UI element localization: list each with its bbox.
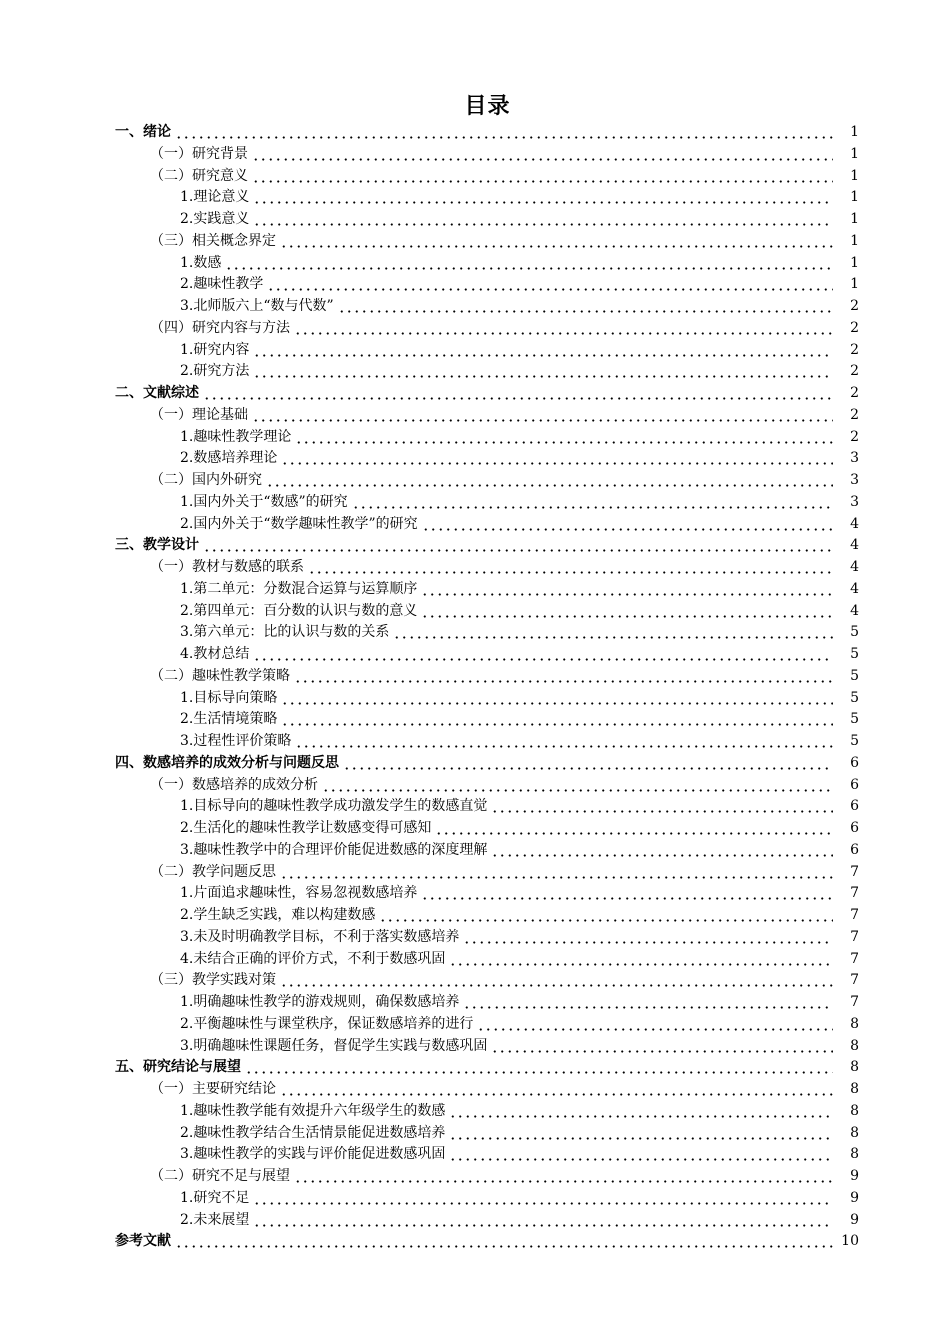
toc-entry-label: 3.北师版六上“数与代数”: [180, 298, 334, 314]
toc-dot-leader: [449, 1101, 833, 1123]
toc-dot-leader: [322, 775, 833, 797]
toc-subsection-entry[interactable]: [0, 253, 950, 275]
toc-dot-leader: [491, 840, 833, 862]
toc-page-number: 7: [850, 972, 859, 989]
toc-dot-leader: [352, 492, 833, 514]
toc-subsection-entry[interactable]: [0, 1014, 950, 1036]
toc-dot-leader: [421, 579, 833, 601]
toc-page-number: 8: [850, 1102, 859, 1119]
toc-dot-leader: [463, 992, 833, 1014]
toc-dot-leader: [281, 709, 833, 731]
toc-page-number: 4: [850, 515, 859, 532]
toc-subsection-entry[interactable]: [0, 1144, 950, 1166]
toc-entry-label: 3.趣味性教学的实践与评价能促进数感巩固: [180, 1146, 446, 1163]
toc-section-entry[interactable]: [0, 166, 950, 188]
toc-entry-label: （二）教学问题反思: [150, 863, 276, 880]
toc-page-number: 1: [850, 167, 859, 184]
toc-subsection-entry[interactable]: [0, 949, 950, 971]
toc-entry-label: 1.研究内容: [180, 341, 250, 358]
toc-chapter-entry[interactable]: [0, 122, 950, 144]
toc-page-number: 2: [850, 385, 859, 401]
toc-entry-label: 2.学生缺乏实践，难以构建数感: [180, 907, 376, 923]
toc-section-entry[interactable]: [0, 666, 950, 688]
toc-dot-leader: [253, 1188, 833, 1210]
toc-entry-label: 1.国内外关于“数感”的研究: [180, 493, 348, 510]
toc-dot-leader: [308, 557, 833, 579]
toc-dot-leader: [252, 405, 833, 427]
toc-entry-label: 3.第六单元：比的认识与数的关系: [180, 624, 390, 641]
toc-subsection-entry[interactable]: [0, 927, 950, 949]
toc-entry-label: 1.明确趣味性教学的游戏规则，确保数感培养: [180, 994, 460, 1010]
toc-section-entry[interactable]: [0, 557, 950, 579]
toc-page-number: 7: [850, 885, 859, 902]
toc-page-number: 2: [850, 406, 859, 423]
toc-page-number: 8: [850, 1081, 859, 1097]
toc-entry-label: 1.理论意义: [180, 189, 250, 206]
toc-entry-label: （一）研究背景: [150, 145, 248, 162]
toc-dot-leader: [281, 688, 833, 710]
toc-entry-label: 2.实践意义: [180, 211, 250, 227]
toc-page-number: 4: [850, 602, 859, 619]
toc-dot-leader: [421, 601, 833, 623]
toc-section-entry[interactable]: [0, 1166, 950, 1188]
toc-dot-leader: [225, 253, 833, 275]
toc-dot-leader: [175, 1231, 833, 1253]
toc-section-entry[interactable]: [0, 144, 950, 166]
toc-entry-label: 2.第四单元：百分数的认识与数的意义: [180, 602, 418, 619]
toc-dot-leader: [449, 1123, 833, 1145]
toc-page-number: 5: [850, 646, 859, 662]
toc-entry-label: （三）相关概念界定: [150, 232, 276, 249]
toc-entry-label: 1.趣味性教学理论: [180, 428, 292, 445]
toc-entry-label: 2.趣味性教学: [180, 276, 264, 293]
toc-subsection-entry[interactable]: [0, 448, 950, 470]
toc-entry-label: （二）研究不足与展望: [150, 1168, 290, 1184]
toc-page-number: 1: [850, 189, 859, 206]
toc-page-number: 7: [850, 994, 859, 1010]
toc-entry-label: 四、数感培养的成效分析与问题反思: [115, 754, 339, 771]
toc-dot-leader: [294, 666, 833, 688]
toc-page-number: 5: [850, 689, 859, 706]
toc-page-number: 1: [850, 145, 859, 162]
toc-subsection-entry[interactable]: [0, 796, 950, 818]
toc-entry-label: 1.数感: [180, 254, 222, 271]
toc-dot-leader: [421, 883, 833, 905]
toc-dot-leader: [253, 340, 833, 362]
toc-entry-label: 3.过程性评价策略: [180, 733, 292, 749]
toc-dot-leader: [449, 1144, 833, 1166]
toc-page-number: 8: [850, 1037, 859, 1054]
toc-list: [0, 122, 950, 1253]
toc-dot-leader: [281, 448, 833, 470]
toc-page-number: 6: [850, 820, 859, 836]
toc-entry-label: （四）研究内容与方法: [150, 319, 290, 336]
toc-page-number: 2: [850, 341, 859, 358]
toc-dot-leader: [295, 731, 833, 753]
toc-page-number: 5: [850, 624, 859, 641]
toc-section-entry[interactable]: [0, 231, 950, 253]
toc-subsection-entry[interactable]: [0, 296, 950, 318]
toc-dot-leader: [252, 166, 833, 188]
toc-dot-leader: [435, 818, 833, 840]
toc-subsection-entry[interactable]: [0, 709, 950, 731]
toc-page-number: 6: [850, 841, 859, 858]
toc-page-number: 10: [841, 1233, 859, 1250]
toc-chapter-entry[interactable]: [0, 753, 950, 775]
toc-page-number: 6: [850, 776, 859, 793]
toc-subsection-entry[interactable]: [0, 601, 950, 623]
toc-dot-leader: [253, 209, 833, 231]
toc-dot-leader: [491, 1036, 833, 1058]
toc-section-entry[interactable]: [0, 405, 950, 427]
toc-dot-leader: [245, 1057, 833, 1079]
toc-dot-leader: [267, 274, 833, 296]
toc-page-number: 4: [850, 537, 859, 554]
toc-chapter-entry[interactable]: [0, 383, 950, 405]
toc-page-number: 2: [850, 298, 859, 314]
toc-dot-leader: [295, 427, 833, 449]
toc-entry-label: （二）国内外研究: [150, 472, 262, 488]
toc-entry-label: 2.数感培养理论: [180, 450, 278, 467]
toc-entry-label: （一）教材与数感的联系: [150, 559, 304, 575]
toc-chapter-entry[interactable]: [0, 1057, 950, 1079]
toc-subsection-entry[interactable]: [0, 1036, 950, 1058]
toc-chapter-entry[interactable]: [0, 1231, 950, 1253]
toc-dot-leader: [477, 1014, 833, 1036]
toc-section-entry[interactable]: [0, 318, 950, 340]
toc-entry-label: 一、绪论: [115, 124, 171, 140]
toc-subsection-entry[interactable]: [0, 883, 950, 905]
toc-subsection-entry[interactable]: [0, 514, 950, 536]
toc-dot-leader: [280, 862, 833, 884]
toc-subsection-entry[interactable]: [0, 644, 950, 666]
toc-subsection-entry[interactable]: [0, 492, 950, 514]
toc-dot-leader: [294, 318, 833, 340]
toc-dot-leader: [294, 1166, 833, 1188]
toc-dot-leader: [449, 949, 833, 971]
toc-subsection-entry[interactable]: [0, 274, 950, 296]
toc-page-number: 1: [850, 254, 859, 271]
toc-dot-leader: [280, 970, 833, 992]
toc-entry-label: （二）研究意义: [150, 167, 248, 184]
toc-dot-leader: [253, 187, 833, 209]
toc-page-number: 8: [850, 1124, 859, 1141]
toc-page-number: 1: [850, 232, 859, 249]
toc-subsection-entry[interactable]: [0, 622, 950, 644]
toc-subsection-entry[interactable]: [0, 579, 950, 601]
toc-entry-label: 1.第二单元：分数混合运算与运算顺序: [180, 580, 418, 597]
toc-subsection-entry[interactable]: [0, 840, 950, 862]
toc-page-number: 5: [850, 667, 859, 684]
toc-entry-label: 2.生活情境策略: [180, 711, 278, 728]
toc-dot-leader: [175, 122, 833, 144]
toc-dot-leader: [491, 796, 833, 818]
toc-dot-leader: [280, 1079, 833, 1101]
toc-entry-label: （二）趣味性教学策略: [150, 667, 290, 684]
toc-dot-leader: [203, 383, 833, 405]
toc-page-number: 9: [850, 1211, 859, 1228]
toc-subsection-entry[interactable]: [0, 1101, 950, 1123]
toc-section-entry[interactable]: [0, 862, 950, 884]
toc-page-number: 6: [850, 798, 859, 815]
toc-page-number: 9: [850, 1168, 859, 1184]
toc-subsection-entry[interactable]: [0, 1188, 950, 1210]
toc-subsection-entry[interactable]: [0, 731, 950, 753]
toc-page-number: 3: [850, 493, 859, 510]
toc-dot-leader: [266, 470, 833, 492]
toc-entry-label: 3.未及时明确教学目标，不利于落实数感培养: [180, 928, 460, 945]
toc-section-entry[interactable]: [0, 970, 950, 992]
toc-subsection-entry[interactable]: [0, 818, 950, 840]
toc-subsection-entry[interactable]: [0, 1123, 950, 1145]
toc-dot-leader: [253, 1210, 833, 1232]
toc-page-number: 2: [850, 363, 859, 380]
toc-entry-label: 3.趣味性教学中的合理评价能促进数感的深度理解: [180, 841, 488, 858]
toc-page-number: 9: [850, 1189, 859, 1206]
toc-entry-label: 1.趣味性教学能有效提升六年级学生的数感: [180, 1102, 446, 1119]
toc-subsection-entry[interactable]: [0, 905, 950, 927]
toc-dot-leader: [393, 622, 833, 644]
toc-page-number: 4: [850, 559, 859, 575]
toc-title: 目录: [464, 94, 511, 119]
toc-page-number: 2: [850, 319, 859, 336]
toc-page-number: 4: [850, 580, 859, 597]
toc-page-number: 7: [850, 863, 859, 880]
toc-section-entry[interactable]: [0, 1079, 950, 1101]
toc-subsection-entry[interactable]: [0, 209, 950, 231]
toc-page-number: 7: [850, 928, 859, 945]
toc-entry-label: 五、研究结论与展望: [115, 1059, 241, 1076]
toc-dot-leader: [338, 296, 833, 318]
toc-entry-label: 2.趣味性教学结合生活情景能促进数感培养: [180, 1124, 446, 1141]
toc-subsection-entry[interactable]: [0, 361, 950, 383]
toc-chapter-entry[interactable]: [0, 535, 950, 557]
toc-page-number: 7: [850, 950, 859, 967]
toc-dot-leader: [280, 231, 833, 253]
toc-subsection-entry[interactable]: [0, 688, 950, 710]
toc-entry-label: 1.目标导向的趣味性教学成功激发学生的数感直觉: [180, 798, 488, 815]
toc-page-number: 5: [850, 711, 859, 728]
toc-entry-label: 2.国内外关于“数学趣味性教学”的研究: [180, 515, 418, 532]
toc-entry-label: 1.目标导向策略: [180, 689, 278, 706]
toc-entry-label: 1.研究不足: [180, 1189, 250, 1206]
toc-subsection-entry[interactable]: [0, 427, 950, 449]
toc-entry-label: 1.片面追求趣味性，容易忽视数感培养: [180, 885, 418, 902]
toc-entry-label: 2.生活化的趣味性教学让数感变得可感知: [180, 820, 432, 836]
toc-entry-label: （一）数感培养的成效分析: [150, 776, 318, 793]
toc-entry-label: 3.明确趣味性课题任务，督促学生实践与数感巩固: [180, 1037, 488, 1054]
toc-subsection-entry[interactable]: [0, 187, 950, 209]
toc-page-number: 5: [850, 733, 859, 749]
toc-dot-leader: [203, 535, 833, 557]
toc-page-number: 3: [850, 450, 859, 467]
toc-entry-label: 4.未结合正确的评价方式，不利于数感巩固: [180, 950, 446, 967]
toc-section-entry[interactable]: [0, 775, 950, 797]
toc-entry-label: 参考文献: [115, 1233, 171, 1250]
toc-dot-leader: [253, 644, 833, 666]
toc-entry-label: 三、教学设计: [115, 537, 199, 554]
toc-page-number: 2: [850, 428, 859, 445]
toc-entry-label: 二、文献综述: [115, 385, 199, 401]
toc-entry-label: （三）教学实践对策: [150, 972, 276, 989]
toc-dot-leader: [379, 905, 833, 927]
toc-page-number: 1: [850, 276, 859, 293]
toc-page-number: 1: [850, 124, 859, 140]
toc-entry-label: 2.研究方法: [180, 363, 250, 380]
toc-subsection-entry[interactable]: [0, 992, 950, 1014]
toc-dot-leader: [463, 927, 833, 949]
toc-dot-leader: [422, 514, 833, 536]
toc-page-number: 7: [850, 907, 859, 923]
toc-page-number: 8: [850, 1146, 859, 1163]
toc-page-number: 3: [850, 472, 859, 488]
toc-subsection-entry[interactable]: [0, 1210, 950, 1232]
toc-entry-label: （一）主要研究结论: [150, 1081, 276, 1097]
toc-page-number: 1: [850, 211, 859, 227]
toc-dot-leader: [343, 753, 833, 775]
toc-section-entry[interactable]: [0, 470, 950, 492]
toc-page-number: 6: [850, 754, 859, 771]
toc-dot-leader: [252, 144, 833, 166]
toc-entry-label: 2.平衡趣味性与课堂秩序，保证数感培养的进行: [180, 1015, 474, 1032]
toc-entry-label: （一）理论基础: [150, 406, 248, 423]
toc-page-number: 8: [850, 1059, 859, 1076]
toc-page-number: 8: [850, 1015, 859, 1032]
toc-entry-label: 2.未来展望: [180, 1211, 250, 1228]
toc-entry-label: 4.教材总结: [180, 646, 250, 662]
toc-dot-leader: [253, 361, 833, 383]
toc-subsection-entry[interactable]: [0, 340, 950, 362]
